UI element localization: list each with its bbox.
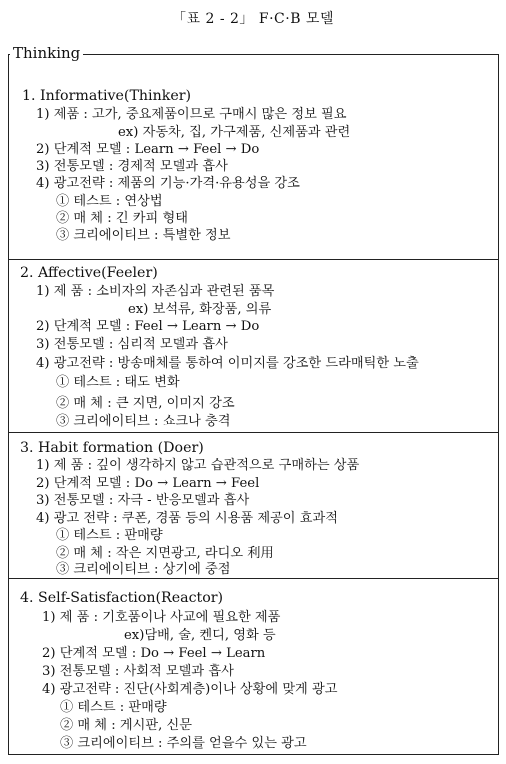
section-line: 2) 단계적 모델 : Feel → Learn → Do [36,319,260,334]
section-line: 2) 단계적 모델 : Learn → Feel → Do [36,142,260,157]
section-line: ex) 자동차, 집, 가구제품, 신제품과 관련 [118,125,351,140]
section-line: 3) 전통모델 : 자극 - 반응모델과 흡사 [36,493,250,508]
section-line: ② 매 체 : 큰 지면, 이미지 강조 [56,396,235,411]
section-line: 4) 광고전략 : 제품의 기능·가격·유용성을 강조 [36,176,300,191]
section-line: 4) 광고 전략 : 쿠폰, 경품 등의 시용품 제공이 효과적 [36,511,338,526]
section-line: ③ 크리에이티브 : 상기에 중점 [56,562,231,577]
section-divider [8,259,499,260]
section-line: ex)담배, 술, 켄디, 영화 등 [124,628,276,643]
section-heading: 4. Self-Satisfaction(Reactor) [20,590,224,606]
section-line: ① 테스트 : 판매량 [60,700,167,715]
section-line: 1) 제 품 : 기호품이나 사교에 필요한 제품 [42,610,281,625]
section-line: ① 테스트 : 판매량 [56,528,163,543]
section-line: ③ 크리에이티브 : 주의를 얻을수 있는 광고 [60,736,307,751]
section-line: 4) 광고전략 : 방송매체를 통하여 이미지를 강조한 드라매틱한 노출 [36,356,419,371]
section-line: ① 테스트 : 연상법 [56,194,163,209]
section-divider [8,432,499,433]
section-line: ③ 크리에이티브 : 특별한 정보 [56,228,231,243]
section-divider [8,578,499,579]
section-line: ex) 보석류, 화장품, 의류 [128,302,272,317]
section-line: ② 매 체 : 게시판, 신문 [60,718,192,733]
section-heading: 1. Informative(Thinker) [22,88,192,104]
section-line: 1) 제 품 : 소비자의 자존심과 관련된 품목 [36,284,275,299]
section-line: 1) 제 품 : 깊이 생각하지 않고 습관적으로 구매하는 상품 [36,458,360,473]
section-line: ① 테스트 : 태도 변화 [56,375,180,390]
section-line: 3) 전통모델 : 경제적 모델과 흡사 [36,159,228,174]
section-line: ② 매 체 : 작은 지면광고, 라디오 利用 [56,546,274,561]
section-heading: 2. Affective(Feeler) [20,265,158,281]
section-line: 3) 전통모델 : 사회적 모델과 흡사 [42,664,234,679]
section-line: 4) 광고전략 : 진단(사회계층)이나 상황에 맞게 광고 [42,682,338,697]
section-line: 2) 단계적 모델 : Do → Learn → Feel [36,476,260,491]
document-title: 「표 2 - 2」 F·C·B 모델 [172,11,334,27]
section-heading: 3. Habit formation (Doer) [20,440,204,456]
section-line: ② 매 체 : 긴 카피 형태 [56,211,188,226]
section-line: 3) 전통모델 : 심리적 모델과 흡사 [36,337,228,352]
section-line: ③ 크리에이티브 : 쇼크나 충격 [56,414,231,429]
section-line: 2) 단계적 모델 : Do → Feel → Learn [42,646,266,661]
frame-label: Thinking [10,44,83,62]
section-line: 1) 제품 : 고가, 중요제품이므로 구매시 많은 정보 필요 [36,107,347,122]
